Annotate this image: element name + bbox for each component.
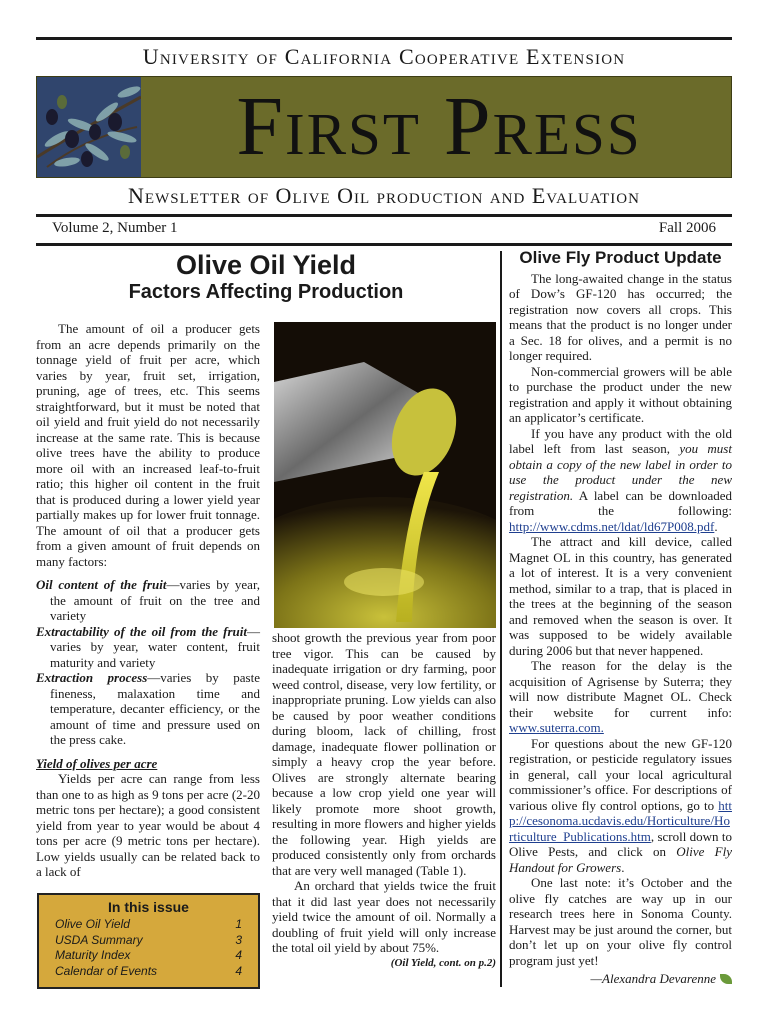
issue-item[interactable]: Olive Oil Yield 1: [55, 917, 242, 931]
sidebar-article: [509, 250, 732, 987]
olive-branch-photo: [37, 77, 141, 177]
issue-item[interactable]: USDA Summary 3: [55, 932, 242, 947]
volume-number: Volume 2, Number 1: [52, 220, 178, 236]
issue-item[interactable]: Maturity Index 4: [55, 948, 242, 962]
in-this-issue-title: In this issue: [108, 899, 189, 915]
factor-item: Extractability of the oil from the fruit—varies by year, water content, fruit maturity and variety: [36, 623, 260, 670]
masthead-banner: [36, 76, 732, 178]
factor-item: Extraction process—varies by paste fineness, malaxation time and temperature, decanter efficiency, or the amount of time and pressure used on the press cake.: [36, 670, 260, 747]
article-paragraph: An orchard that yields twice the fruit that it did last year does not necessarily yield twice the amount of oil. Normally a doubling of fruit yield will only increase the total oil yield by about 75%.: [272, 878, 496, 955]
section-heading: Yield of olives per acre: [36, 755, 158, 771]
article-paragraph: Non-commercial growers will be able to purchase the product under the new registration and apply it without obtaining an applicator’s certificate.: [509, 363, 732, 425]
continued-note: (Oil Yield, cont. on p.2): [390, 956, 496, 969]
suterra-link[interactable]: www.suterra.com.: [509, 720, 604, 735]
in-this-issue-box: [37, 893, 260, 989]
article-paragraph: If you have any product with the old label left from last season, you must obtain a copy of the new label in order to use the product under the new registration. A label can be downloaded from the following: http://www.cdms.net/ldat/ld67P008.pdf.: [509, 425, 732, 534]
sidebar-title: Olive Fly Product Update: [519, 248, 722, 267]
article-paragraph: The reason for the delay is the acquisition of Agrisense by Suterra; they will now distribute Magnet OL. Check their website for current info: www.suterra.com.: [509, 658, 732, 735]
article-paragraph: One last note: it’s October and the olive fly catches are way up in our research trees here in Sonoma County. Harvest may be just around the corner, but don’t let up on your olive fly control program just yet!: [509, 875, 732, 968]
header-rule: [36, 214, 732, 217]
article-title: Olive Oil Yield: [175, 250, 357, 280]
article-paragraph: The long-awaited change in the status of Dow’s GF-120 has occurred; the registration now covers all crops. This means that the product is no longer under a Sec. 18 for olives, and a permit is no longer required.: [509, 270, 732, 363]
masthead-title: First Press: [236, 80, 642, 173]
factor-item: Oil content of the fruit—varies by year, the amount of fruit on the tree and variety: [36, 577, 261, 623]
leaf-icon: [720, 974, 732, 984]
newsletter-subtitle: Newsletter of Olive Oil production and Evaluation: [128, 183, 640, 208]
article-column-1: [36, 321, 260, 880]
article-subtitle: Factors Affecting Production: [128, 281, 404, 303]
header-rule-bottom: [36, 243, 732, 246]
top-rule: [36, 37, 732, 40]
issue-date: Fall 2006: [658, 220, 716, 236]
article-intro: The amount of oil a producer gets from an acre depends primarily on the tonnage yield of fruit per acre, which varies by year, fruit set, irrigation, pruning, age of trees, etc. This seems straightforward, but it must be noted that oil yield and fruit yield do not necessarily increase at the same rate. This is because olive trees have the ability to produce more oil with an increased leaf-to-fruit ratio; this higher oil content in the fruit that is produced during a lower yield year partially makes up for lower fruit tonnage. The amount of oil that a producer gets from a given amount of fruit depends on many factors:: [36, 321, 260, 569]
article-paragraph: The attract and kill device, called Magnet OL in this country, has generated a lot of interest. It is a very convenient method, similar to a trap, that is placed in the trees at the beginning of the season and removed when the season is over. It was supposed to be widely available during 2006 but that never happened.: [509, 534, 732, 658]
label-download-link[interactable]: http://www.cdms.net/ldat/ld67P008.pdf: [509, 518, 715, 534]
author-signature: —Alexandra Devarenne: [509, 971, 732, 987]
article-column-2: [272, 630, 496, 971]
cesonoma-link[interactable]: http://cesonoma.ucdavis.edu/Horticulture/Horticulture_Publications.htm: [509, 797, 732, 844]
article-paragraph: shoot growth the previous year from poor tree vigor. This can be caused by inadequate irrigation or dry farming, poor weed control, disease, very low fertility, or inappropriate pruning. Low yields can also be caused by poor weather conditions during bloom, lack of chilling, frost damage, inadequate flower pollination or simply a heavy crop the year before. Olives are strongly alternate bearing because a low crop yield one year will likely promote more shoot growth, resulting in more flowers and higher yields the following year. High yields are produced consistently only from orchards that are very well managed (Table 1).: [272, 630, 496, 878]
oil-pour-photo: [274, 322, 496, 628]
article-paragraph: Yields per acre can range from less than one to as high as 9 tons per acre (2-20 metric tons per hectare); a good consistent yield from year to year would be about 4 tons per acre (9 metric tons per hectare). Low yields usually can be related back to a lack of: [36, 771, 260, 879]
article-paragraph: For questions about the new GF-120 registration, or pesticide regulatory issues in general, call your local agricultural commissioner’s office. For descriptions of various olive fly control options, go to http://cesonoma.ucdavis.edu/Horticulture/Horticulture_Publications.htm, scroll down to Olive Pests, and click on Olive Fly Handout for Growers.: [509, 735, 732, 875]
university-name: University of California Cooperative Extension: [142, 44, 626, 69]
column-divider: [500, 251, 502, 987]
issue-item[interactable]: Calendar of Events 4: [55, 963, 242, 978]
